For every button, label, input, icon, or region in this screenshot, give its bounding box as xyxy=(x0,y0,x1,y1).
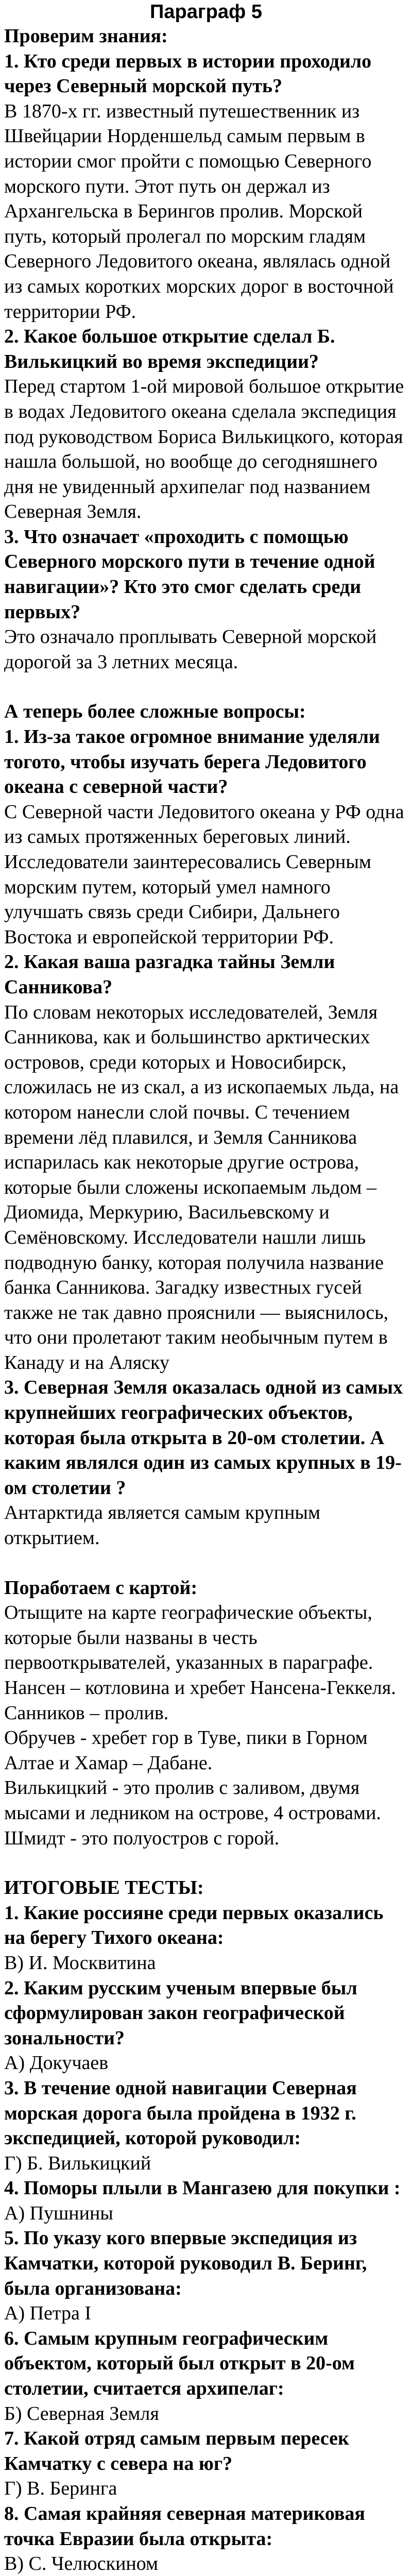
map-line: Отыщите на карте географические объекты, которые были названы в честь первооткрывателей, указанных в параграфе. xyxy=(4,1602,373,1674)
answer: В 1870-х гг. известный путешественник из Швейцарии Норденшельд самым первым в истории смог пройти с помощью Северного морского пути. Этот путь он держал из Архангельска в Берингов пролив. Морской путь, который пролегал по морским гладям Северного Ледовитого океана, являлась одной из самых коротких морских дорог в восточной территории РФ. xyxy=(4,100,394,323)
test-question: 1. Какие россияне среди первых оказались на берегу Тихого океана: xyxy=(4,1902,384,1949)
question: 3. Северная Земля оказалась одной из самых крупнейших географических объектов, которая была открыта в 20-ом столетии. А каким являлся один из самых крупных в 19-ом столетии ? xyxy=(4,1377,403,1499)
answer: Перед стартом 1-ой мировой большое открытие в водах Ледовитого океана сделала экспедиция под руководством Бориса Вилькицкого, которая нашла большой, но вообще до сегодняшнего дня не увиденный архипелаг под названием Северная Земля. xyxy=(4,376,404,523)
test-question: 4. Поморы плыли в Мангазею для покупки : xyxy=(4,2177,401,2199)
page-title: Параграф 5 xyxy=(150,1,262,23)
test-answer: А) Петра I xyxy=(4,2302,91,2325)
section-heading: Проверим знания: xyxy=(4,25,168,47)
section-heading: А теперь более сложные вопросы: xyxy=(4,701,306,723)
map-line: Обручев - хребет гор в Туве, пики в Горном Алтае и Хамар – Дабане. xyxy=(4,1727,368,1774)
test-question: 3. В течение одной навигации Северная морская дорога была пройдена в 1932 г. экспедицией, которой руководил: xyxy=(4,2077,357,2149)
question: 2. Какая ваша разгадка тайны Земли Санникова? xyxy=(4,951,335,998)
map-line: Нансен – котловина и хребет Нансена-Геккеля. xyxy=(4,1677,396,1699)
knowledge-section xyxy=(4,24,408,674)
test-answer: Г) В. Беринга xyxy=(4,2478,117,2500)
test-answer: Б) Северная Земля xyxy=(4,2402,159,2425)
test-answer: В) И. Москвитина xyxy=(4,1952,156,1974)
answer: По словам некоторых исследователей, Земля Санникова, как и большинство арктических островов, среди которых и Новосибирск, сложилась не из скал, а из ископаемых льда, на котором нанесли слой почвы. С течением времени лёд плавился, и Земля Санникова испарилась как некоторые другие острова, которые были сложены ископаемым льдом – Диомида, Меркурию, Васильевскому и Семёновскому. Исследователи нашли лишь подводную банку, которая получила название банка Санникова. Загадку известных гусей также не так давно прояснили — выяснилось, что они пролетают таким необычным путем в Канаду и на Аляску xyxy=(4,1001,399,1374)
test-answer: Г) Б. Вилькицкий xyxy=(4,2152,151,2174)
answer: С Северной части Ледовитого океана у РФ одна из самых протяженных береговых линий. Исследователи заинтересовались Северным морским путем, который умел намного улучшать связь среди Сибири, Дальнего Востока и европейской территории РФ. xyxy=(4,801,404,948)
final-tests-section xyxy=(4,1875,408,2576)
answer: Антарктида является самым крупным открытием. xyxy=(4,1502,320,1549)
test-question: 8. Самая крайняя северная материковая точка Евразии была открыта: xyxy=(4,2503,365,2550)
test-question: 6. Самым крупным географическим объектом, который был открыт в 20-ом столетии, считается архипелаг: xyxy=(4,2327,355,2400)
question: 1. Из-за такое огромное внимание уделяли тогото, чтобы изучать берега Ледовитого океана с северной части? xyxy=(4,726,380,798)
test-question: 2. Каким русским ученым впервые был сформулирован закон географической зональности? xyxy=(4,1977,357,2049)
section-heading: Поработаем с картой: xyxy=(4,1577,198,1599)
map-section xyxy=(4,1575,408,1851)
map-line: Шмидт - это полуостров с горой. xyxy=(4,1827,280,1849)
map-line: Вилькицкий - это пролив с заливом, двумя мысами и ледником на острове, 4 островами. xyxy=(4,1777,381,1824)
answer: Это означало проплывать Северной морской дорогой за 3 летних месяца. xyxy=(4,626,377,673)
test-answer: А) Пушнины xyxy=(4,2202,113,2224)
map-line: Санников – пролив. xyxy=(4,1702,169,1724)
test-question: 5. По указу кого впервые экспедиция из Камчатки, которой руководил В. Беринг, была организована: xyxy=(4,2227,367,2299)
test-answer: В) С. Челюскином xyxy=(4,2553,159,2575)
question: 2. Какое большое открытие сделал Б. Вилькицкий во время экспедиции? xyxy=(4,326,335,372)
hard-questions-section xyxy=(4,699,408,1550)
question: 3. Что означает «проходить с помощью Северного морского пути в течение одной навигации»? Кто это смог сделать среди первых? xyxy=(4,526,375,623)
test-answer: А) Докучаев xyxy=(4,2052,109,2074)
question: 1. Кто среди первых в истории проходило через Северный морской путь? xyxy=(4,50,372,97)
section-heading: ИТОГОВЫЕ ТЕСТЫ: xyxy=(4,1877,204,1899)
test-question: 7. Какой отряд самым первым пересек Камчатку с севера на юг? xyxy=(4,2428,349,2475)
